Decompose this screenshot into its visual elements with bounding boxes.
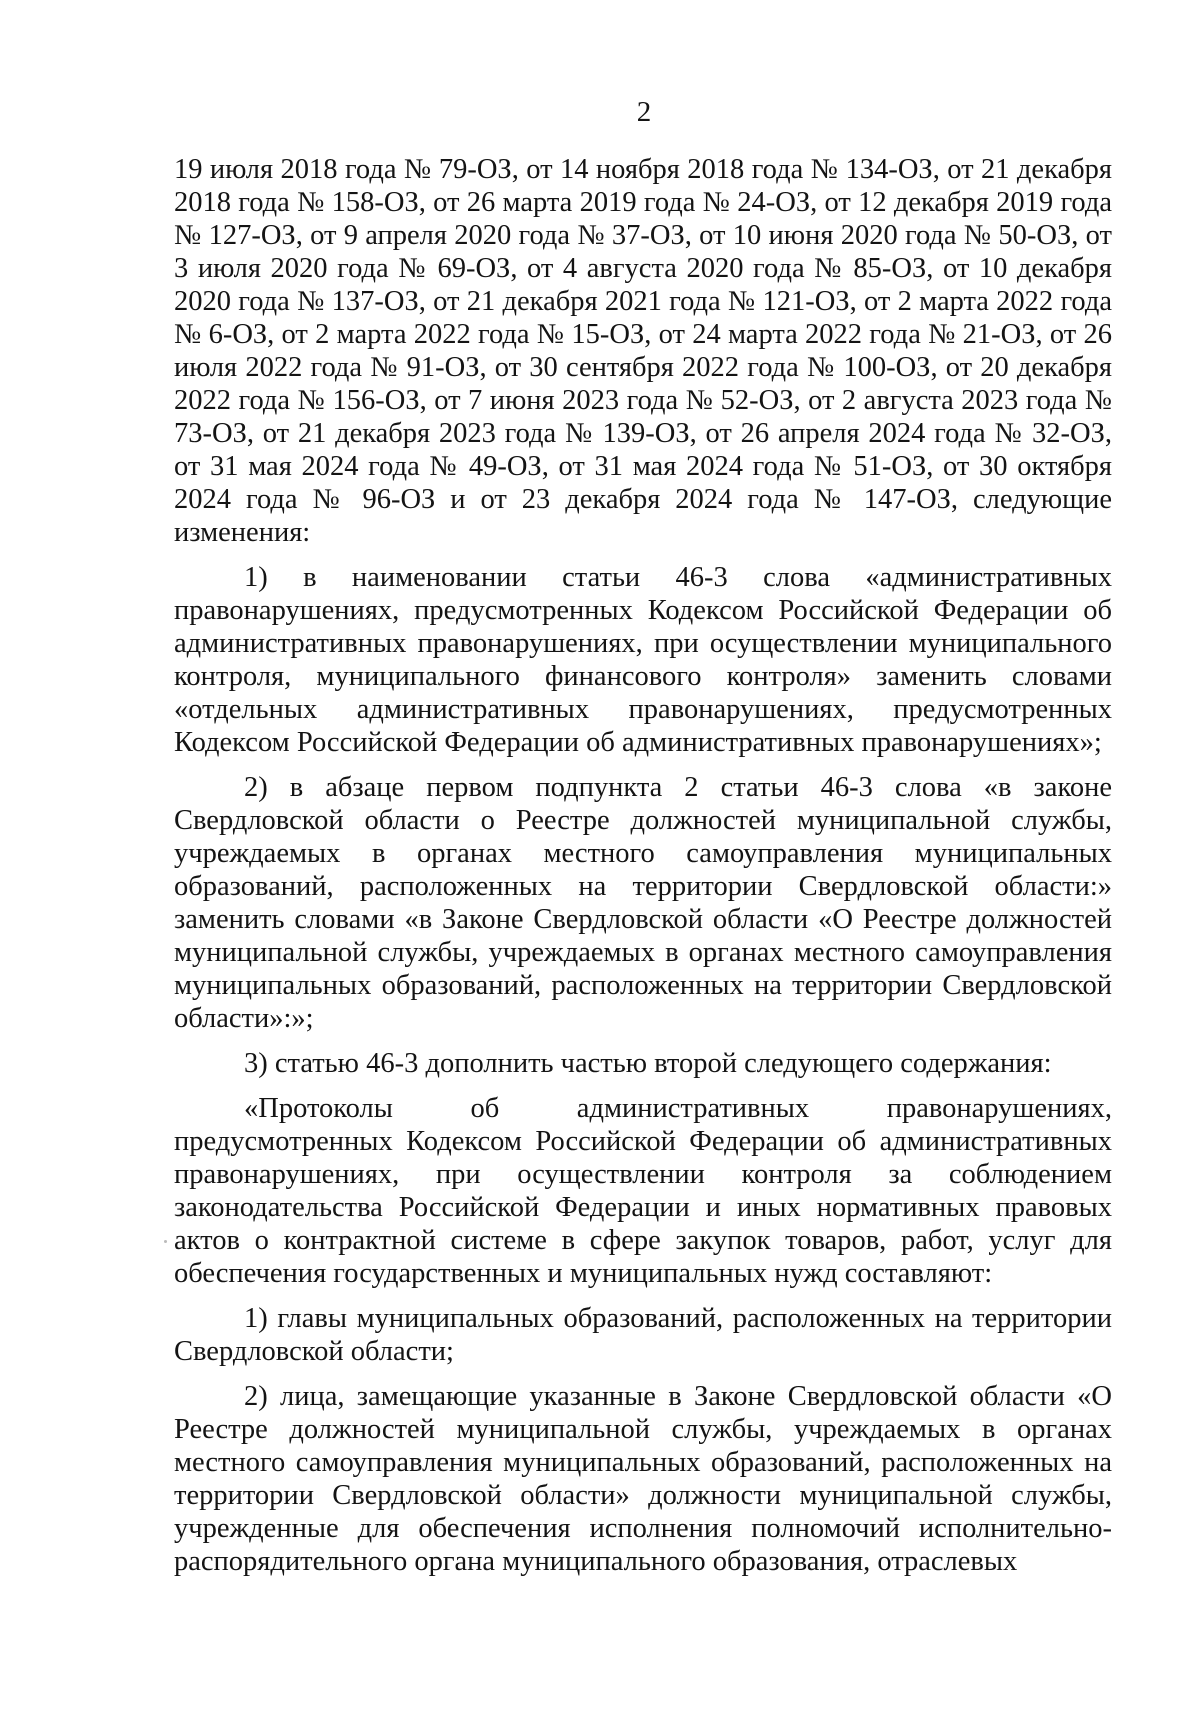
paragraph-item-3: 3) статью 46-3 дополнить частью второй следующего содержания: xyxy=(244,1048,1052,1079)
paragraph-new-part-intro: «Протоколы об административных правонарушениях, предусмотренных Кодексом Российской Федерации об административных правонарушениях, при осуществлении контроля за соблюдением законодательства Российской Федерации и иных нормативных правовых актов о контрактной системе в сфере закупок товаров, работ, услуг для обеспечения государственных и муниципальных нужд составляют: xyxy=(174,1093,1112,1289)
scan-speck xyxy=(164,1240,167,1243)
document-body xyxy=(174,153,1112,1578)
paragraph-item-2: 2) в абзаце первом подпункта 2 статьи 46-3 слова «в законе Свердловской области о Реестре должностей муниципальной службы, учреждаемых в органах местного самоуправления муниципальных образований, расположенных на территории Свердловской области:» заменить словами «в Законе Свердловской области «О Реестре должностей муниципальной службы, учреждаемых в органах местного самоуправления муниципальных образований, расположенных на территории Свердловской области»:»; xyxy=(174,772,1112,1034)
paragraph-subitem-1: 1) главы муниципальных образований, расположенных на территории Свердловской области; xyxy=(174,1303,1112,1367)
paragraph-law-amendments-list: 19 июля 2018 года № 79-ОЗ, от 14 ноября 2018 года № 134-ОЗ, от 21 декабря 2018 года № 158-ОЗ, от 26 марта 2019 года № 24-ОЗ, от 12 декабря 2019 года № 127-ОЗ, от 9 апреля 2020 года № 37-ОЗ, от 10 июня 2020 года № 50-ОЗ, от 3 июля 2020 года № 69-ОЗ, от 4 августа 2020 года № 85-ОЗ, от 10 декабря 2020 года № 137-ОЗ, от 21 декабря 2021 года № 121-ОЗ, от 2 марта 2022 года № 6-ОЗ, от 2 марта 2022 года № 15-ОЗ, от 24 марта 2022 года № 21-ОЗ, от 26 июля 2022 года № 91-ОЗ, от 30 сентября 2022 года № 100-ОЗ, от 20 декабря 2022 года № 156-ОЗ, от 7 июня 2023 года № 52-ОЗ, от 2 августа 2023 года № 73-ОЗ, от 21 декабря 2023 года № 139-ОЗ, от 26 апреля 2024 года № 32-ОЗ, от 31 мая 2024 года № 49-ОЗ, от 31 мая 2024 года № 51-ОЗ, от 30 октября 2024 года № 96-ОЗ и от 23 декабря 2024 года № 147-ОЗ, следующие изменения: xyxy=(174,154,1112,548)
page-number: 2 xyxy=(636,96,652,128)
paragraph-item-1: 1) в наименовании статьи 46-3 слова «административных правонарушениях, предусмотренных Кодексом Российской Федерации об административных правонарушениях, при осуществлении муниципального контроля, муниципального финансового контроля» заменить словами «отдельных административных правонарушениях, предусмотренных Кодексом Российской Федерации об административных правонарушениях»; xyxy=(174,562,1112,758)
paragraph-subitem-2: 2) лица, замещающие указанные в Законе Свердловской области «О Реестре должностей муниципальной службы, учреждаемых в органах местного самоуправления муниципальных образований, расположенных на территории Свердловской области» должности муниципальной службы, учрежденные для обеспечения исполнения полномочий исполнительно-распорядительного органа муниципального образования, отраслевых xyxy=(174,1381,1112,1577)
